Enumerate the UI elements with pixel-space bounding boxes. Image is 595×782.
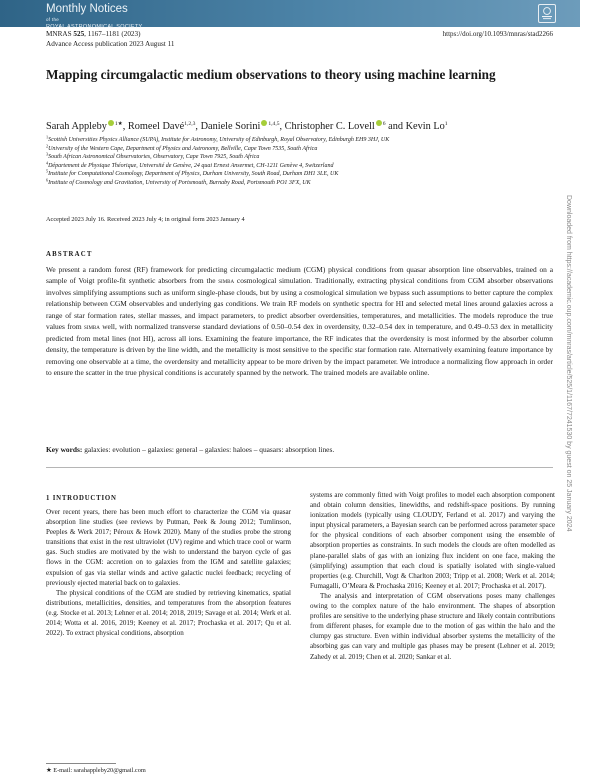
author-separator: and — [385, 121, 406, 132]
citation-volume: 525 — [73, 30, 85, 38]
author-name: Christopher C. Lovell — [284, 121, 375, 132]
download-notice[interactable]: Downloaded from https://academic.oup.com/mnras/article/525/1/1167/7241530 by guest on 25 January 2024 — [565, 195, 572, 532]
abstract-part: and selected metal lines around galaxies across a range of star formation rates, stellar masses, and impact parameters, to predict absorber overdensities, temperatures, and metallicities. The models reproduce the true values from — [46, 299, 553, 332]
citation-line — [46, 30, 141, 39]
download-sidebar — [566, 195, 578, 585]
paragraph: The analysis and interpretation of CGM observations poses many challenges owing to the complex nature of the halo environment. The shapes of absorption profiles are sensitive to the underlying phase structure and likely contain contributions from different phases, for example due to the motion of gas within the halo and the clumpy gas structure. Even within individual absorber systems the metallicity of the absorbing gas can vary and multiple gas phases may be present (Lehner et al. 2019; Zahedy et al. 2019; Chen et al. 2020; Sankar et al. — [310, 591, 555, 661]
affiliation-number: 3 — [46, 151, 49, 157]
author-name: Kevin Lo — [405, 121, 445, 132]
affiliation-text: Institute for Computational Cosmology, Department of Physics, Durham University, South Road, Durham DH1 3LE, UK — [48, 171, 339, 178]
author-affil: 1 — [114, 121, 118, 127]
abstract-text — [46, 264, 553, 379]
orcid-icon[interactable] — [108, 120, 114, 126]
citation-journal: MNRAS — [46, 30, 72, 38]
footnote-divider — [46, 763, 116, 764]
author-affil: 1,2,3 — [184, 121, 196, 127]
paragraph: systems are commonly fitted with Voigt profiles to model each absorption component and obtain column densities, linewidths, and redshift-space positions. By running ionization models (typically using CLOUDY, Ferland et al. 2017) and varying the input physical parameters, a Bayesian search can be performed across parameter space for the physical conditions of each absorber component using the ensemble of absorption properties as constraints. In such models the clouds are often modelled as plane-parallel slabs of gas with an ionizing flux incident on one face, making the (simplifying) assumption that each cloud is spatially isolated with single-valued properties (e.g. Churchill, Vogt & Charlton 2003; Tripp et al. 2008; Werk et al. 2014; Fumagalli, O’Meara & Prochaska 2016; Keeney et al. 2017; Prochaska et al. 2017). — [310, 491, 555, 590]
author-separator: , — [279, 121, 285, 132]
doi-link[interactable]: https://doi.org/10.1093/mnras/stad2266 — [442, 30, 553, 38]
abstract-ion: I — [148, 333, 151, 343]
author-affil: 1 — [444, 121, 448, 127]
affiliation — [46, 136, 389, 145]
orcid-icon[interactable] — [376, 120, 382, 126]
ras-logo-icon — [538, 4, 556, 23]
keywords-text: galaxies: evolution – galaxies: general – galaxies: haloes – quasars: absorption lines. — [84, 445, 335, 454]
affiliation-list — [46, 136, 389, 188]
affiliation-number: 1 — [46, 134, 49, 140]
keywords-label: Key words: — [46, 445, 83, 454]
journal-subtitle-main: ROYAL ASTRONOMICAL SOCIETY — [46, 24, 143, 30]
journal-banner — [0, 0, 580, 30]
author-name: Sarah Appleby — [46, 121, 107, 132]
author-affil: 6 — [382, 121, 386, 127]
author-name: Daniele Sorini — [200, 121, 261, 132]
orcid-icon[interactable] — [261, 120, 267, 126]
abstract-simba: simba — [218, 276, 235, 286]
paragraph: Over recent years, there has been much effort to characterize the CGM via quasar absorption line studies (see reviews by Putman, Peek & Joung 2012; Tumlinson, Peeples & Werk 2017; Péroux & Howk 2020). Many of the studies probe the strong transitions that exist in the rest ultraviolet (UV) regime and which trace cool or warm gas. Such studies are motivated by the wish to understand the baryon cycle of gas flows in the CGM: accretion on to galaxies from the IGM and satellite galaxies; expulsion of gas via stellar winds and active galactic nuclei feedback; recycling of previously ejected material back on to galaxies. — [46, 508, 291, 587]
affiliation-text: Scottish Universities Physics Alliance (SUPA), Institute for Astronomy, University of Edinburgh, Royal Observatory, Edinburgh EH9 3HJ, UK — [48, 137, 390, 143]
affiliation-text: Institute of Cosmology and Gravitation, University of Portsmouth, Burnaby Road, Portsmouth PO1 3FX, UK — [48, 179, 311, 186]
author-affil: 1,4,5 — [268, 121, 280, 127]
author-email-mark: ★ — [117, 121, 123, 127]
affiliation — [46, 179, 389, 188]
author-email[interactable]: ★ E-mail: sarahappleby20@gmail.com — [46, 767, 146, 774]
affiliation — [46, 162, 389, 171]
section-heading: 1 INTRODUCTION — [46, 495, 117, 502]
intro-column-left — [46, 507, 291, 638]
citation-pages: , 1167–1181 (2023) — [84, 30, 141, 38]
journal-subtitle-prefix: of the — [46, 17, 60, 22]
abstract-part: well, with normalized transverse standard deviations of 0.50–0.54 dex in overdensity, 0.32–0.54 dex in temperature, and 0.49–0.53 dex in metallicity predicted from metal lines (not H — [46, 322, 553, 343]
author-name: Romeel Davé — [127, 121, 185, 132]
affiliation-number: 2 — [46, 143, 49, 149]
abstract-part: ), across all ions. Examining the feature importance, the RF indicates that the overdensity is most informed by the absorber column density, the temperature is driven by the line width, and the metallicity is most sensitive to the specific star formation rate. Alternatively examining feature importance by removing one observable at a time, the overdensity and metallicity appear to be more driven by the impact parameter. We introduce a normalizing flow approach in order to ensure the scatter in the true physical conditions is accurately spanned by the network. The trained models are available online. — [46, 333, 553, 378]
keywords — [46, 445, 334, 454]
affiliation-text: South African Astronomical Observatories, Observatory, Cape Town 7925, South Africa — [48, 154, 260, 161]
affiliation — [46, 170, 389, 179]
abstract-ion: I — [401, 299, 404, 309]
author-list — [46, 120, 448, 133]
affiliation-text: University of the Western Cape, Department of Physics and Astronomy, Bellville, Cape Town 7535, South Africa — [48, 145, 318, 152]
affiliation-text: Département de Physique Théorique, Université de Genève, 24 quai Ernest Ansermet, CH-1211 Genève 4, Switzerland — [48, 162, 334, 169]
abstract-heading: ABSTRACT — [46, 251, 93, 258]
intro-column-right — [310, 490, 555, 662]
section-divider — [46, 467, 553, 468]
journal-subtitle — [46, 16, 143, 31]
abstract-part: cosmological simulation. Traditionally, extracting physical conditions from CGM absorber observations involves simplifying assumptions such as uniform single-phase clouds, but by using a cosmological simulation we bypass such assumptions to better capture the complex relationship between CGM observables and underlying gas conditions. We train RF models on synthetic spectra for H — [46, 276, 553, 309]
affiliation — [46, 153, 389, 162]
abstract-part: We present a random forest (RF) framework for predicting circumgalactic medium (CGM) physical conditions from quasar absorption line observables, trained on a sample of Voigt profile-fit synthetic absorbers from the — [46, 265, 553, 286]
abstract-simba: simba — [84, 322, 100, 332]
author-separator: , — [122, 121, 128, 132]
journal-title: Monthly Notices — [46, 3, 128, 15]
affiliation-number: 4 — [46, 160, 49, 166]
affiliation-number: 6 — [46, 177, 49, 183]
paper-title: Mapping circumgalactic medium observations to theory using machine learning — [46, 67, 496, 82]
access-date: Advance Access publication 2023 August 11 — [46, 39, 175, 48]
affiliation-number: 5 — [46, 168, 49, 174]
paragraph: The physical conditions of the CGM are studied by retrieving kinematics, spatial distributions, metallicities, densities, and temperatures from the absorption features (e.g. Stocke et al. 2013; Lehner et al. 2014; 2018, 2019; Savage et al. 2014; Werk et al. 2014; Wotta et al. 2016, 2019; Keeney et al. 2017; Prochaska et al. 2017; Qu et al. 2022). To extract physical conditions, absorption — [46, 588, 291, 638]
affiliation — [46, 145, 389, 154]
accepted-dates: Accepted 2023 July 16. Received 2023 July 4; in original form 2023 January 4 — [46, 216, 245, 223]
author-separator: , — [195, 121, 201, 132]
